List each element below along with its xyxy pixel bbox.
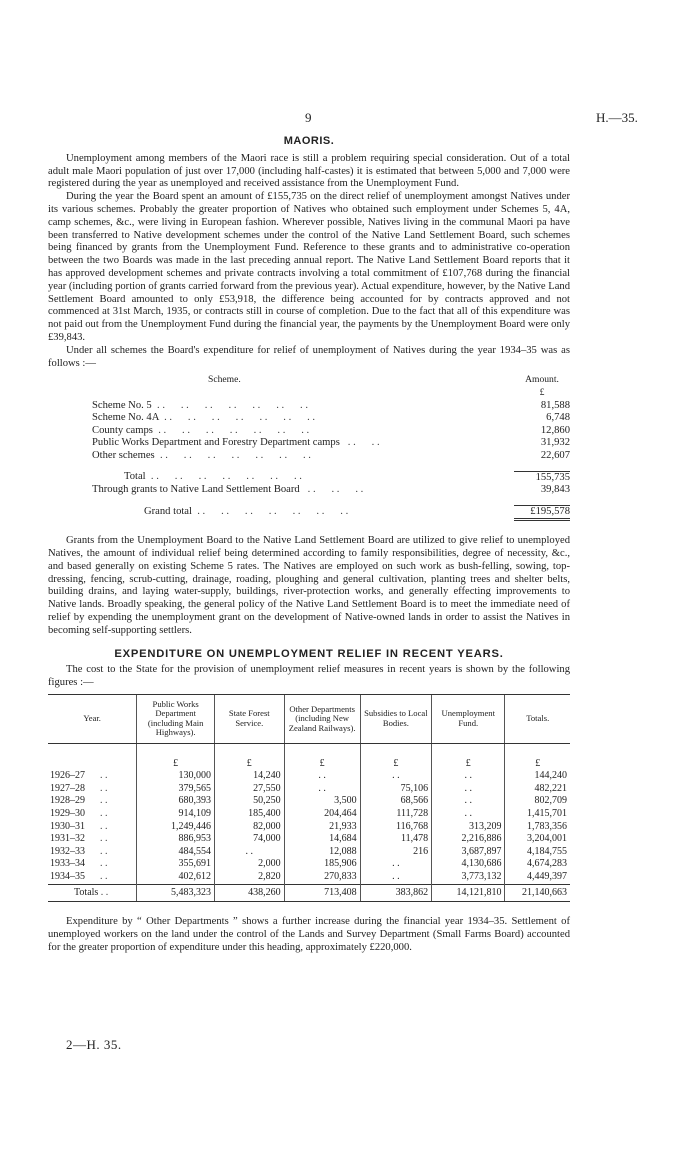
grand-total-amount: £195,578 bbox=[514, 505, 570, 520]
cell-state-forest: . . bbox=[214, 846, 284, 859]
cell-year: 1932–33 . . bbox=[50, 845, 108, 857]
cell-public-works: 402,612 bbox=[137, 871, 215, 884]
paragraph: Expenditure by “ Other Departments ” shows a further increase during the financial year 1934–35. Settlement of unemployed workers on the land under the control of the Lands and Survey Department (Small Farms Board) accounted for the greater proportion of expenditure under this heading, approximately £220,000. bbox=[48, 916, 570, 953]
unit-row bbox=[48, 743, 570, 770]
unit-pound: £ bbox=[432, 743, 505, 770]
total-amount: 155,735 bbox=[514, 471, 570, 484]
cell-subsidies: 111,728 bbox=[360, 808, 431, 821]
grants-label: Through grants to Native Land Settlement Board bbox=[92, 484, 300, 496]
totals-subsidies: 383,862 bbox=[360, 884, 431, 902]
paragraph: The cost to the State for the provision of unemployment relief measures in recent years is shown by the following figures :— bbox=[48, 664, 570, 689]
cell-public-works: 355,691 bbox=[137, 858, 215, 871]
cell-total: 1,415,701 bbox=[505, 808, 570, 821]
cell-other-departments: 14,684 bbox=[284, 833, 360, 846]
table-row bbox=[48, 425, 570, 438]
table-row bbox=[48, 871, 570, 884]
unit-pound: £ bbox=[284, 743, 360, 770]
leader-dots: . . . . . . bbox=[299, 484, 364, 496]
unit-pound: £ bbox=[539, 386, 545, 398]
cell-other-departments: 185,906 bbox=[284, 858, 360, 871]
cell-unemployment-fund: 313,209 bbox=[432, 821, 505, 834]
cell-state-forest: 2,820 bbox=[214, 871, 284, 884]
row-amount: 6,748 bbox=[546, 412, 570, 424]
cell-year: 1927–28 . . bbox=[50, 782, 108, 794]
column-header-other-departments: Other Departments (including New Zealand Railways). bbox=[284, 695, 360, 744]
cell-subsidies: . . bbox=[360, 871, 431, 884]
totals-unemployment-fund: 14,121,810 bbox=[432, 884, 505, 902]
cell-total: 482,221 bbox=[505, 783, 570, 796]
cell-public-works: 484,554 bbox=[137, 846, 215, 859]
paragraph: Unemployment among members of the Maori race is still a problem requiring special consideration. Out of a total adult male Maori population of just over 17,000 (including half-castes) it is estimated that between 5,000 and 7,000 were registered during the year as unemployed and received assistance from the Unemployment Fund. bbox=[48, 152, 570, 190]
cell-unemployment-fund: . . bbox=[432, 770, 505, 783]
cell-public-works: 379,565 bbox=[137, 783, 215, 796]
leader-dots: . . . . bbox=[339, 437, 380, 449]
leader-dots: . . . . . . . . . . . . . . bbox=[145, 471, 302, 483]
table-row bbox=[48, 450, 570, 463]
table-row bbox=[48, 783, 570, 796]
grand-total-label: Grand total bbox=[144, 506, 192, 518]
cell-other-departments: 3,500 bbox=[284, 795, 360, 808]
cell-state-forest: 27,550 bbox=[214, 783, 284, 796]
row-amount: 81,588 bbox=[540, 399, 570, 411]
cell-public-works: 1,249,446 bbox=[137, 821, 215, 834]
cell-total: 144,240 bbox=[505, 770, 570, 783]
paragraph: During the year the Board spent an amount of £155,735 on the direct relief of unemployment amongst Natives under its various schemes. Probably the greater proportion of Natives who obtained such employment under Schemes 5, 4A, camp schemes, &c., were living in European fashion. Wherever possible, Natives living in the communal Maori pa have been transferred to Native development schemes under the control of the Native Land Settlement Board, such schemes being financed by grants from the Unemployment Fund. Reference to these grants and to administrative co-operation between the two Boards was made in the last preceding annual report. The Native Land Settlement Board reports that it has approved development schemes and private contracts involving a total commitment of £107,768 during the financial year (including portion of grants carried forward from the previous year). Actual expenditure, however, by the Native Land Settlement Board amounted to only £53,918, the difference being accounted for by contracts approved and not commenced at 31st March, 1935, or contracts still in course of completion. Due to the fact that all of this expenditure was not paid out from the Unemployment Fund during the financial year, the payments by the Unemployment Board were only £39,843. bbox=[48, 191, 571, 343]
cell-year: 1933–34 . . bbox=[50, 858, 108, 870]
cell-other-departments: 204,464 bbox=[284, 808, 360, 821]
cell-subsidies: . . bbox=[360, 858, 431, 871]
cell-other-departments: 21,933 bbox=[284, 821, 360, 834]
table-row bbox=[48, 412, 570, 425]
cell-total: 802,709 bbox=[505, 795, 570, 808]
totals-label: Totals . . bbox=[48, 884, 137, 902]
totals-other-departments: 713,408 bbox=[284, 884, 360, 902]
cell-unemployment-fund: 3,773,132 bbox=[432, 871, 505, 884]
table-row bbox=[48, 808, 570, 821]
column-header-amount: Amount. bbox=[525, 374, 559, 386]
unit-pound: £ bbox=[137, 743, 215, 770]
leader-dots: . . . . . . . . . . . . . . bbox=[152, 424, 310, 436]
grand-total-row bbox=[48, 505, 570, 520]
table-row bbox=[48, 833, 570, 846]
totals-grand: 21,140,663 bbox=[505, 884, 570, 902]
cell-total: 4,184,755 bbox=[505, 846, 570, 859]
column-header-public-works: Public Works Department (including Main Highways). bbox=[137, 695, 215, 744]
cell-subsidies: 68,566 bbox=[360, 795, 431, 808]
unit-pound: £ bbox=[214, 743, 284, 770]
expenditure-table bbox=[48, 694, 570, 902]
column-header-unemployment-fund: Unemployment Fund. bbox=[432, 695, 505, 744]
section-heading-expenditure: EXPENDITURE ON UNEMPLOYMENT RELIEF IN RECENT YEARS. bbox=[114, 647, 504, 660]
cell-public-works: 886,953 bbox=[137, 833, 215, 846]
row-label: Other schemes bbox=[92, 449, 155, 461]
paragraph: Grants from the Unemployment Board to the Native Land Settlement Board are utilized to give relief to unemployed Natives, the amount of individual relief being determined according to family responsibilities, degree of necessity, &c., and based generally on existing Scheme 5 rates. The Natives are employed on such work as bush-felling, sowing, top-dressing, fencing, scrub-cutting, drainage, roading, ploughing and general cultivation, planting trees and shelter belts, building drains, and laying water-supply, buildings, river-protection works, and generally effecting improvements to Native lands. Broadly speaking, the general policy of the Native Land Settlement Board is to meet the immediate need of relief by expending the unemployment grant on the development of Native-owned lands in order to assist the Natives in becoming self-supporting settlers. bbox=[48, 535, 570, 636]
grants-row bbox=[48, 484, 570, 497]
cell-subsidies: . . bbox=[360, 770, 431, 783]
table-row bbox=[48, 400, 570, 413]
cell-unemployment-fund: . . bbox=[432, 783, 505, 796]
leader-dots: . . . . . . . . . . . . . . bbox=[191, 506, 349, 518]
table-row bbox=[48, 846, 570, 859]
cell-unemployment-fund: 4,130,686 bbox=[432, 858, 505, 871]
leader-dots: . . . . . . . . . . . . . . bbox=[151, 399, 308, 411]
cell-year: 1931–32 . . bbox=[50, 833, 108, 845]
unit-pound: £ bbox=[360, 743, 431, 770]
cell-other-departments: 12,088 bbox=[284, 846, 360, 859]
column-header-scheme: Scheme. bbox=[208, 374, 241, 386]
row-label: Public Works Department and Forestry Department camps bbox=[92, 437, 340, 449]
cell-total: 4,674,283 bbox=[505, 858, 570, 871]
footer-reference: 2—H. 35. bbox=[66, 1037, 122, 1052]
cell-public-works: 130,000 bbox=[137, 770, 215, 783]
row-label: Scheme No. 4A bbox=[92, 412, 159, 424]
page-content bbox=[48, 135, 570, 955]
column-header-state-forest: State Forest Service. bbox=[214, 695, 284, 744]
cell-unemployment-fund: 3,687,897 bbox=[432, 846, 505, 859]
totals-public-works: 5,483,323 bbox=[137, 884, 215, 902]
cell-state-forest: 50,250 bbox=[214, 795, 284, 808]
cell-subsidies: 75,106 bbox=[360, 783, 431, 796]
column-header-year: Year. bbox=[48, 695, 137, 744]
cell-total: 1,783,356 bbox=[505, 821, 570, 834]
expenditure-rows bbox=[48, 743, 570, 884]
row-amount: 12,860 bbox=[540, 424, 570, 436]
cell-state-forest: 185,400 bbox=[214, 808, 284, 821]
row-amount: 22,607 bbox=[540, 449, 570, 461]
unit-pound: £ bbox=[505, 743, 570, 770]
cell-unemployment-fund: . . bbox=[432, 808, 505, 821]
table-row bbox=[48, 770, 570, 783]
totals-state-forest: 438,260 bbox=[214, 884, 284, 902]
cell-public-works: 680,393 bbox=[137, 795, 215, 808]
total-row bbox=[48, 471, 570, 484]
table-row bbox=[48, 858, 570, 871]
cell-other-departments: . . bbox=[284, 770, 360, 783]
table-row bbox=[48, 821, 570, 834]
cell-subsidies: 116,768 bbox=[360, 821, 431, 834]
cell-total: 3,204,001 bbox=[505, 833, 570, 846]
cell-total: 4,449,397 bbox=[505, 871, 570, 884]
leader-dots: . . . . . . . . . . . . . . bbox=[154, 449, 311, 461]
cell-other-departments: 270,833 bbox=[284, 871, 360, 884]
cell-state-forest: 74,000 bbox=[214, 833, 284, 846]
cell-unemployment-fund: . . bbox=[432, 795, 505, 808]
row-label: Scheme No. 5 bbox=[92, 399, 152, 411]
grants-amount: 39,843 bbox=[540, 484, 570, 496]
table-row bbox=[48, 795, 570, 808]
cell-other-departments: . . bbox=[284, 783, 360, 796]
table-row bbox=[48, 437, 570, 450]
cell-year: 1926–27 . . bbox=[50, 770, 108, 782]
column-header-subsidies: Subsidies to Local Bodies. bbox=[360, 695, 431, 744]
cell-state-forest: 2,000 bbox=[214, 858, 284, 871]
section-heading-maoris: MAORIS. bbox=[283, 135, 335, 147]
total-label: Total bbox=[124, 471, 146, 483]
leader-dots: . . . . . . . . . . . . . . bbox=[158, 412, 316, 424]
cell-state-forest: 82,000 bbox=[214, 821, 284, 834]
cell-year: 1929–30 . . bbox=[50, 808, 108, 820]
scheme-expenditure-table bbox=[48, 374, 570, 521]
totals-row bbox=[48, 884, 570, 902]
cell-public-works: 914,109 bbox=[137, 808, 215, 821]
paragraph: Under all schemes the Board's expenditure for relief of unemployment of Natives during the year 1934–35 was as follows :— bbox=[48, 344, 570, 369]
cell-year: 1934–35 . . bbox=[50, 871, 108, 883]
row-label: County camps bbox=[92, 424, 153, 436]
page-number: 9 bbox=[305, 110, 312, 125]
cell-unemployment-fund: 2,216,886 bbox=[432, 833, 505, 846]
column-header-totals: Totals. bbox=[505, 695, 570, 744]
cell-year: 1930–31 . . bbox=[50, 820, 108, 832]
cell-year: 1928–29 . . bbox=[50, 795, 108, 807]
cell-subsidies: 11,478 bbox=[360, 833, 431, 846]
cell-subsidies: 216 bbox=[360, 846, 431, 859]
row-amount: 31,932 bbox=[540, 437, 570, 449]
document-reference: H.—35. bbox=[596, 110, 638, 125]
cell-state-forest: 14,240 bbox=[214, 770, 284, 783]
